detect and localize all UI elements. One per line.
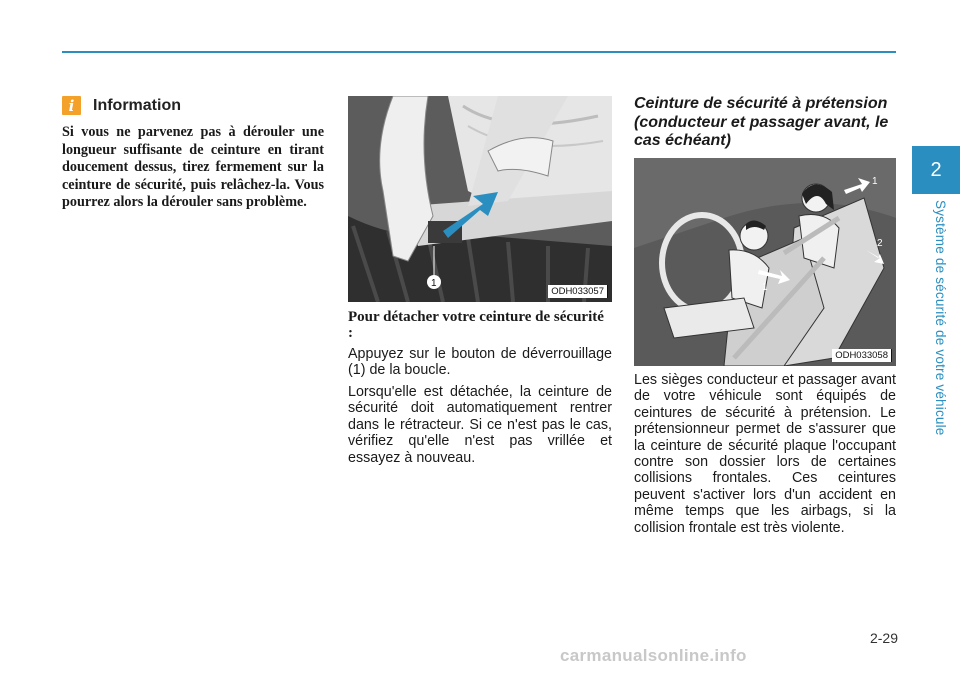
unbuckle-title: Pour détacher votre ceinture de sécurité :: [348, 309, 604, 341]
info-body: Si vous ne parvenez pas à dérouler une longueur suffisante de ceinture en tirant doucement dessus, tirez fermement sur la ceinture de sécurité, puis relâchez-la. Vous pourrez alors la dérouler sans problème.: [62, 124, 324, 211]
chapter-tab: 2: [912, 146, 960, 194]
figure-1-callout: 1: [431, 278, 437, 289]
pretensioner-illustration: [634, 158, 896, 366]
pretensioner-title: Ceinture de sécurité à prétension (conducteur et passager avant, le cas échéant): [634, 95, 889, 149]
figure-seatbelt-buckle: [348, 96, 612, 302]
pretensioner-para-1: Les sièges conducteur et passager avant de votre véhicule sont équipés de ceintures de sécurité à prétension. Le prétensionneur permet de s'assurer que la ceinture de sécurité plaque l'occupant contre son dossier lors de certaines collisions frontales. Ces ceintures peuvent s'activer lors d'un accident en même temps que les airbags, si la collision frontale est très violente.: [634, 372, 896, 536]
figure-pretensioner: [634, 158, 896, 366]
figure-2-callout-1b: 1: [762, 282, 768, 293]
unbuckle-para-1: Appuyez sur le bouton de déverrouillage (1) de la boucle.: [348, 346, 612, 379]
info-header: [62, 96, 181, 115]
page-number: 2-29: [869, 630, 898, 646]
figure-1-caption: ODH033057: [548, 285, 608, 298]
header-rule: [62, 51, 896, 53]
info-title: Information: [93, 96, 181, 114]
info-icon: i: [62, 96, 81, 115]
figure-2-callout-2: 2: [877, 238, 883, 249]
seatbelt-buckle-illustration: [348, 96, 612, 302]
figure-2-callout-1a: 1: [872, 176, 878, 187]
watermark: carmanualsonline.info: [560, 646, 747, 665]
unbuckle-para-2: Lorsqu'elle est détachée, la ceinture de sécurité doit automatiquement rentrer dans le rétracteur. Si ce n'est pas le cas, vérifiez qu'elle n'est pas vrillée et essayez à nouveau.: [348, 384, 612, 466]
chapter-title-vertical: Système de sécurité de votre véhicule: [933, 200, 948, 436]
figure-2-caption: ODH033058: [832, 349, 892, 362]
